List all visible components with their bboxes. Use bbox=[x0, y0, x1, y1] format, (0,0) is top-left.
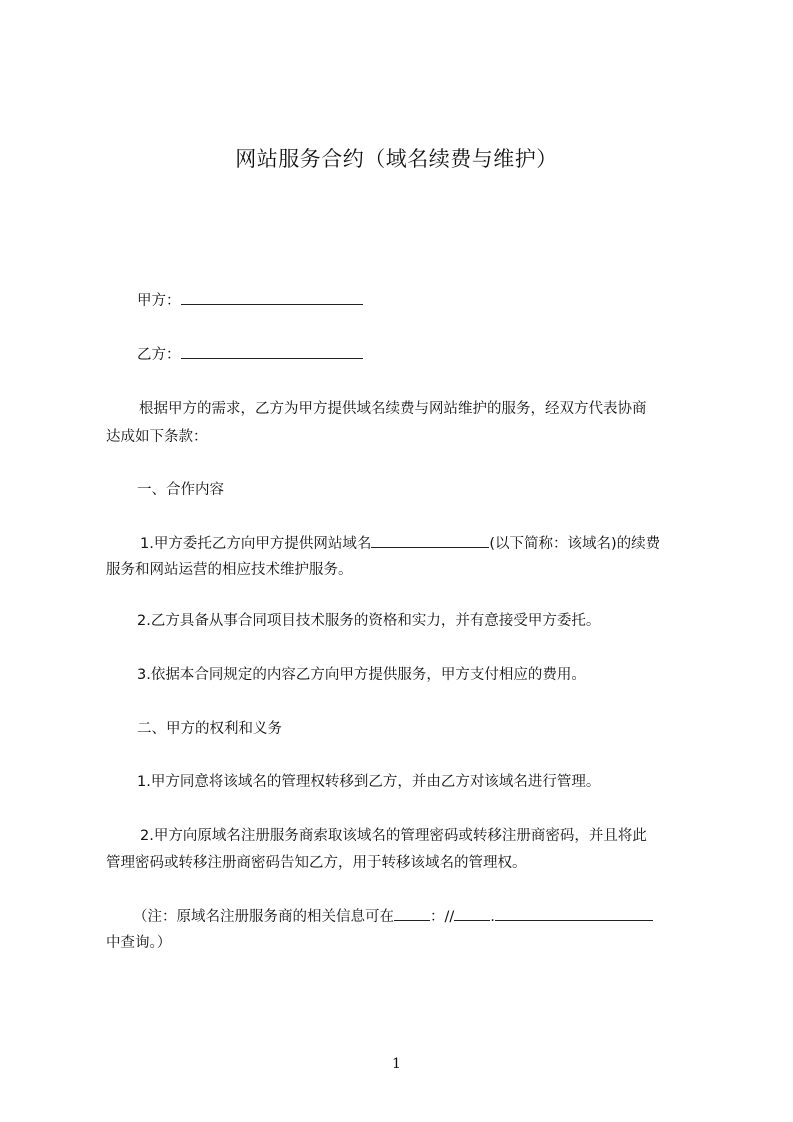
section-1-item-1-cont: 服务和网站运营的相应技术维护服务。 bbox=[106, 562, 353, 578]
protocol-blank bbox=[394, 905, 430, 921]
note-text-c: . bbox=[490, 909, 495, 925]
note-text-b: ：// bbox=[430, 909, 455, 925]
party-a-label: 甲方： bbox=[137, 293, 181, 309]
page-number: 1 bbox=[392, 1056, 401, 1072]
party-b-label: 乙方： bbox=[137, 347, 181, 363]
document-title: 网站服务合约（域名续费与维护） bbox=[235, 147, 558, 171]
party-b-line bbox=[137, 343, 363, 366]
subdomain-blank bbox=[454, 905, 490, 921]
note-line-1 bbox=[133, 905, 653, 928]
url-blank bbox=[495, 905, 653, 921]
s1-item1-text-b: (以下简称：该域名)的续费 bbox=[489, 536, 661, 552]
party-b-blank bbox=[181, 343, 363, 359]
section-1-item-3: 3.依据本合同规定的内容乙方向甲方提供服务，甲方支付相应的费用。 bbox=[137, 667, 586, 683]
section-2-item-2-cont: 管理密码或转移注册商密码告知乙方，用于转移该域名的管理权。 bbox=[106, 855, 527, 871]
intro-line-1: 根据甲方的需求，乙方为甲方提供域名续费与网站维护的服务，经双方代表协商 bbox=[139, 401, 647, 417]
party-a-blank bbox=[181, 289, 363, 305]
note-text-a: （注：原域名注册服务商的相关信息可在 bbox=[133, 909, 394, 925]
section-2-item-2: 2.甲方向原域名注册服务商索取该域名的管理密码或转移注册商密码，并且将此 bbox=[140, 828, 647, 844]
intro-line-2: 达成如下条款： bbox=[106, 429, 208, 445]
section-2-heading: 二、甲方的权利和义务 bbox=[137, 721, 282, 737]
s1-item1-text-a: 1.甲方委托乙方向甲方提供网站域名 bbox=[140, 536, 372, 552]
note-line-2: 中查询。） bbox=[106, 935, 172, 951]
section-1-item-1 bbox=[140, 532, 660, 555]
domain-name-blank bbox=[371, 532, 489, 548]
section-1-item-2: 2.乙方具备从事合同项目技术服务的资格和实力，并有意接受甲方委托。 bbox=[137, 613, 601, 629]
party-a-line bbox=[137, 289, 363, 312]
section-2-item-1: 1.甲方同意将该域名的管理权转移到乙方，并由乙方对该域名进行管理。 bbox=[137, 774, 601, 790]
section-1-heading: 一、合作内容 bbox=[137, 482, 224, 498]
